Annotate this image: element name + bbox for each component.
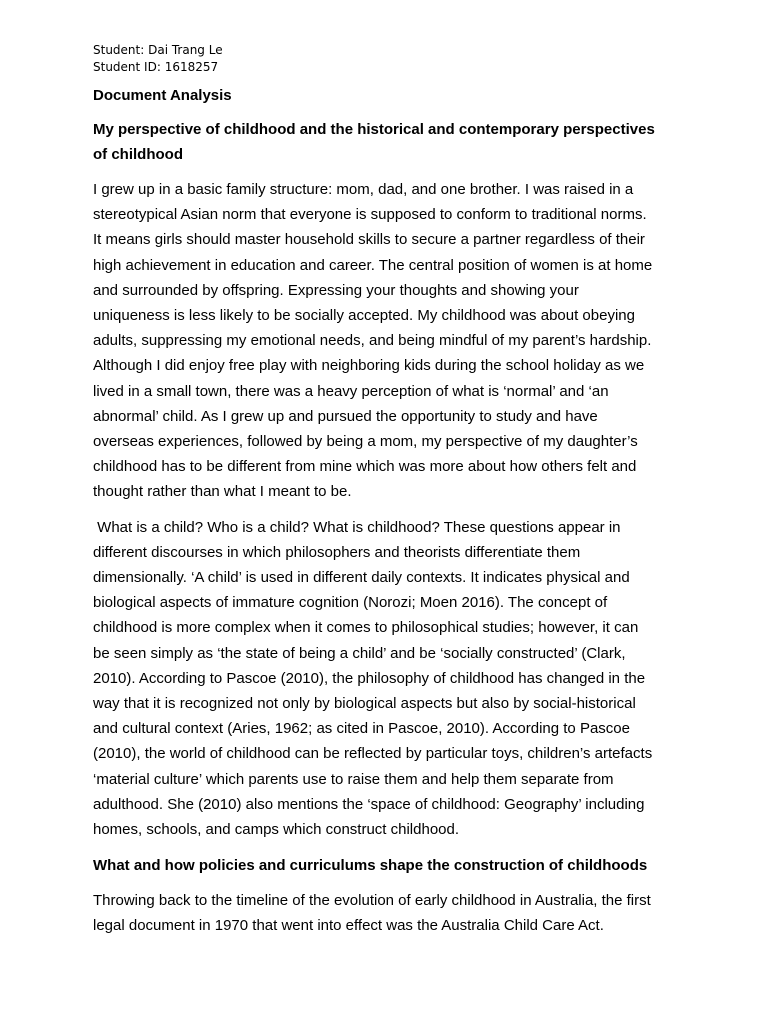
document-page — [93, 42, 683, 939]
text-line: homes, schools, and camps which construct childhood. — [93, 821, 460, 839]
section-heading — [93, 853, 683, 878]
text-line: different discourses in which philosophers and theorists differentiate them — [93, 543, 581, 561]
text-line: adults, suppressing my emotional needs, and being mindful of my parent’s hardship. — [93, 332, 652, 350]
text-line: stereotypical Asian norm that everyone is supposed to conform to traditional norms. — [93, 206, 647, 224]
paragraph — [93, 515, 683, 843]
heading-line: What and how policies and curriculums shape the construction of childhoods — [93, 857, 648, 875]
text-line: abnormal’ child. As I grew up and pursued the opportunity to study and have — [93, 407, 598, 425]
text-line: childhood has to be different from mine which was more about how others felt and — [93, 458, 637, 476]
text-line: Although I did enjoy free play with neighboring kids during the school holiday as we — [93, 357, 645, 375]
text-line: (2010), the world of childhood can be reflected by particular toys, children’s artefacts — [93, 745, 653, 763]
text-line: overseas experiences, followed by being a mom, my perspective of my daughter’s — [93, 433, 638, 451]
paragraph — [93, 888, 683, 938]
text-line: childhood is more complex when it comes to philosophical studies; however, it can — [93, 619, 639, 637]
text-line: and cultural context (Aries, 1962; as cited in Pascoe, 2010). According to Pascoe — [93, 720, 630, 738]
text-line: 2010). According to Pascoe (2010), the philosophy of childhood has changed in the — [93, 669, 646, 687]
section-heading — [93, 117, 683, 167]
text-line: be seen simply as ‘the state of being a child’ and be ‘socially constructed’ (Clark, — [93, 644, 626, 662]
text-line: It means girls should master household skills to secure a partner regardless of their — [93, 231, 645, 249]
text-line: and surrounded by offspring. Expressing your thoughts and showing your — [93, 281, 579, 299]
text-line: I grew up in a basic family structure: mom, dad, and one brother. I was raised in a — [93, 181, 634, 198]
text-line: biological aspects of immature cognition (Norozi; Moen 2016). The concept of — [93, 594, 608, 612]
text-line: adulthood. She (2010) also mentions the ‘space of childhood: Geography’ including — [93, 795, 645, 813]
text-line: ‘material culture’ which parents use to raise them and help them separate from — [93, 770, 614, 788]
paragraph — [93, 177, 683, 505]
text-line: way that it is recognized not only by biological aspects but also by social-historical — [93, 695, 636, 713]
text-line: high achievement in education and career. The central position of women is at home — [93, 256, 653, 274]
student-id: Student ID: 1618257 — [93, 60, 219, 74]
text-line: dimensionally. ‘A child’ is used in different daily contexts. It indicates physical and — [93, 569, 630, 587]
text-line: uniqueness is less likely to be socially accepted. My childhood was about obeying — [93, 307, 635, 325]
text-line: thought rather than what I meant to be. — [93, 483, 352, 501]
document-title: Document Analysis — [93, 87, 232, 104]
text-line: lived in a small town, there was a heavy perception of what is ‘normal’ and ‘an — [93, 382, 609, 400]
text-line: legal document in 1970 that went into effect was the Australia Child Care Act. — [93, 917, 604, 935]
heading-line: of childhood — [93, 146, 183, 163]
text-line: What is a child? Who is a child? What is childhood? These questions appear in — [93, 518, 621, 536]
student-name: Student: Dai Trang Le — [93, 43, 223, 57]
text-line: Throwing back to the timeline of the evolution of early childhood in Australia, the first — [93, 892, 651, 910]
heading-line: My perspective of childhood and the historical and contemporary perspectives — [93, 121, 655, 138]
